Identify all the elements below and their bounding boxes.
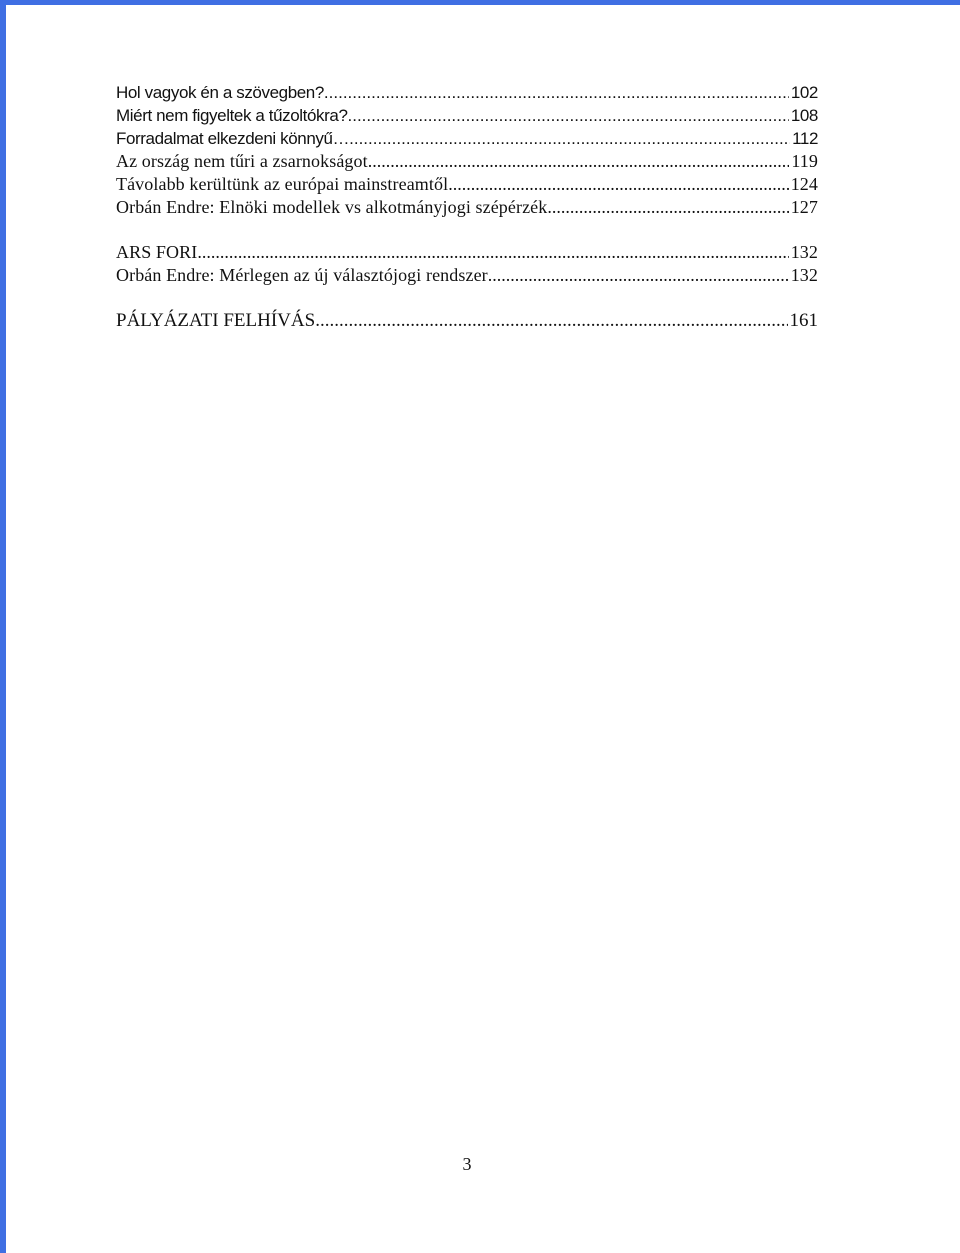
- toc-entry-title: Orbán Endre: Elnöki modellek vs alkotmányjogi szépérzék: [116, 197, 548, 217]
- toc-entry-title: Miért nem figyeltek a tűzoltókra?: [116, 106, 348, 125]
- toc-entry[interactable]: [116, 81, 818, 104]
- toc-entry[interactable]: [116, 104, 818, 127]
- toc-dot-leader: [315, 309, 787, 332]
- toc-entry-page: 112: [792, 129, 818, 148]
- toc-entry-title: Hol vagyok én a szövegben?: [116, 83, 324, 102]
- toc-dot-leader: [197, 241, 788, 264]
- toc-entry-page: 132: [790, 265, 818, 285]
- toc-entry-page: 124: [790, 174, 818, 194]
- toc-entry-title: Orbán Endre: Mérlegen az új választójogi rendszer: [116, 265, 488, 285]
- toc-entry[interactable]: [116, 150, 818, 173]
- toc-entry-title: Távolabb kerültünk az európai mainstreamtől: [116, 174, 449, 194]
- toc-entry[interactable]: [116, 173, 818, 196]
- toc-entry[interactable]: [116, 309, 818, 332]
- toc-entry[interactable]: [116, 264, 818, 287]
- toc-dot-leader: [448, 173, 789, 196]
- toc-section-gap: [116, 219, 818, 241]
- toc-dot-leader: [488, 264, 789, 287]
- toc-entry-title: Az ország nem tűri a zsarnokságot: [116, 151, 368, 171]
- toc-dot-leader: [348, 104, 789, 127]
- toc-entry-title: ARS FORI: [116, 242, 198, 262]
- toc-entry[interactable]: [116, 127, 818, 150]
- toc-dot-leader: [324, 81, 789, 104]
- toc-entry-page: 127: [790, 197, 818, 217]
- toc-entry-page: 119: [791, 151, 818, 171]
- toc-dot-leader: [368, 150, 790, 173]
- toc-entry-title: PÁLYÁZATI FELHÍVÁS: [116, 310, 316, 331]
- toc-entry-page: 161: [789, 310, 818, 331]
- page-number: 3: [462, 1154, 472, 1174]
- toc-entry-title: Forradalmat elkezdeni könnyű…: [116, 129, 350, 148]
- toc-dot-leader: [547, 196, 788, 219]
- table-of-contents: [116, 81, 818, 332]
- toc-entry[interactable]: [116, 241, 818, 264]
- toc-entry-page: 102: [790, 83, 818, 102]
- toc-entry[interactable]: [116, 196, 818, 219]
- toc-entry-page: 132: [790, 242, 818, 262]
- toc-dot-leader: [349, 127, 790, 150]
- toc-entry-page: 108: [790, 106, 818, 125]
- toc-section-gap: [116, 287, 818, 309]
